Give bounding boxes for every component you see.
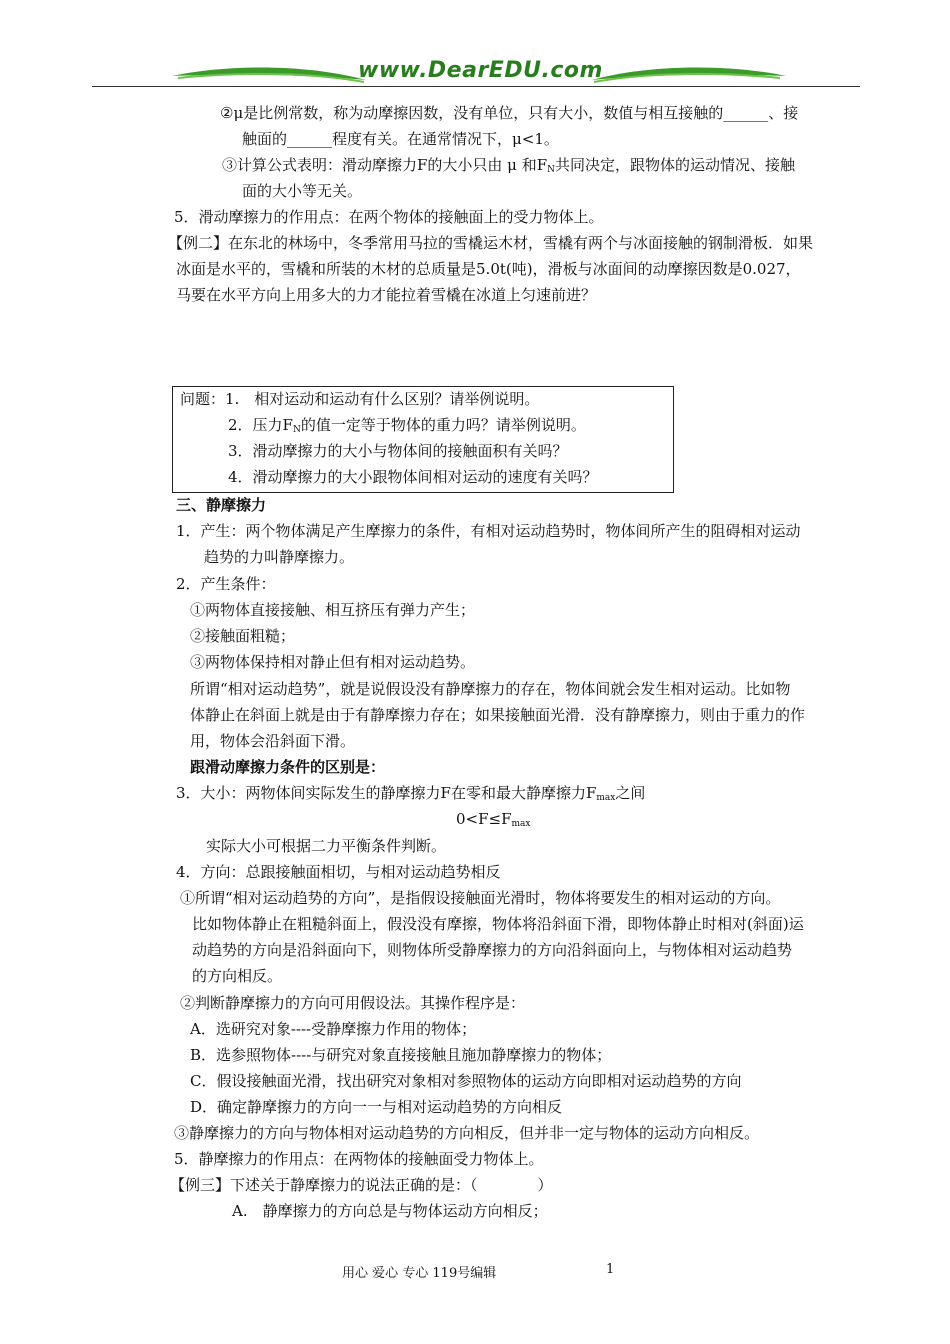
text-line: 触面的______程度有关。在通常情况下，μ<1。 <box>242 130 559 148</box>
text-line: 2．产生条件： <box>176 575 276 593</box>
text-span: 共同决定，跟物体的运动情况、接触 <box>554 156 795 174</box>
text-span: 3．大小：两物体间实际发生的静摩擦力F在零和最大静摩擦力F <box>176 784 597 802</box>
site-logo-text: www.DearEDU.com <box>358 58 603 83</box>
text-line: ③两物体保持相对静止但有相对运动趋势。 <box>190 653 476 671</box>
header-rule <box>92 86 860 87</box>
text-line: 的方向相反。 <box>192 967 283 985</box>
text-span: 0<F≤F <box>456 810 512 828</box>
text-line: 动趋势的方向是沿斜面向下，则物体所受静摩擦力的方向沿斜面向上，与物体相对运动趋势 <box>192 941 793 959</box>
example-two-line: 【例二】在东北的林场中，冬季常用马拉的雪橇运木材，雪橇有两个与冰面接触的钢制滑板．如果 <box>168 234 814 252</box>
text-line: ③静摩擦力的方向与物体相对运动趋势的方向相反，但并非一定与物体的运动方向相反。 <box>174 1124 760 1142</box>
step-line: D．确定静摩擦力的方向一一与相对运动趋势的方向相反 <box>190 1098 563 1116</box>
text-line: 体静止在斜面上就是由于有静摩擦力存在；如果接触面光滑．没有静摩擦力，则由于重力的作 <box>190 706 806 724</box>
header-swoosh-right <box>590 62 790 86</box>
text-line: ①两物体直接接触、相互挤压有弹力产生； <box>190 601 476 619</box>
text-line: ②判断静摩擦力的方向可用假设法。其操作程序是： <box>180 994 526 1012</box>
text-line: 面的大小等无关。 <box>242 182 363 200</box>
text-line: 1．产生：两个物体满足产生摩擦力的条件，有相对运动趋势时，物体间所产生的阻碍相对运动 <box>176 522 801 540</box>
text-line: 5．滑动摩擦力的作用点：在两个物体的接触面上的受力物体上。 <box>174 208 604 226</box>
option-line: A. 静摩擦力的方向总是与物体运动方向相反； <box>232 1202 548 1220</box>
text-span: 之间 <box>615 784 646 802</box>
text-span: ③计算公式表明：滑动摩擦力F的大小只由 μ 和F <box>222 156 548 174</box>
subscript: max <box>596 793 616 803</box>
step-line: A．选研究对象----受静摩擦力作用的物体； <box>190 1020 477 1038</box>
step-line: C．假设接触面光滑，找出研究对象相对参照物体的运动方向即相对运动趋势的方向 <box>190 1072 742 1090</box>
section-heading: 三、静摩擦力 <box>176 496 267 514</box>
text-line: 用，物体会沿斜面下滑。 <box>190 732 356 750</box>
text-line: 实际大小可根据二力平衡条件判断。 <box>206 837 447 855</box>
subscript: max <box>511 819 531 829</box>
text-line: 4．方向：总跟接触面相切，与相对运动趋势相反 <box>176 863 501 881</box>
text-line: 比如物体静止在粗糙斜面上，假没没有摩擦，物体将沿斜面下滑，即物体静止时相对(斜面)运 <box>192 915 804 933</box>
subscript: N <box>547 165 555 175</box>
question-line: 问题：1. 相对运动和运动有什么区别？请举例说明。 <box>180 390 540 408</box>
question-line: 4．滑动摩擦力的大小跟物体间相对运动的速度有关吗？ <box>228 468 598 486</box>
page-number: 1 <box>606 1262 615 1277</box>
subscript: N <box>292 425 301 435</box>
example-three-line: 【例三】下述关于静摩擦力的说法正确的是：（ ） <box>170 1176 553 1194</box>
text-line: 趋势的力叫静摩擦力。 <box>204 548 355 566</box>
text-line: ②μ是比例常数，称为动摩擦因数，没有单位，只有大小，数值与相互接触的______、接 <box>220 104 799 122</box>
bold-heading: 跟滑动摩擦力条件的区别是： <box>190 758 386 776</box>
text-span: 的值一定等于物体的重力吗？请举例说明。 <box>300 416 586 434</box>
text-line <box>176 780 645 811</box>
text-line: 所谓“相对运动趋势”，就是说假设没有静摩擦力的存在，物体间就会发生相对运动。比如物 <box>190 680 791 698</box>
question-line: 3．滑动摩擦力的大小与物体间的接触面积有关吗？ <box>228 442 568 460</box>
formula <box>456 806 530 837</box>
text-line: ①所谓“相对运动趋势的方向”，是指假设接触面光滑时，物体将要发生的相对运动的方向。 <box>180 889 781 907</box>
header-swoosh-left <box>168 62 368 86</box>
footer-slogan: 用心 爱心 专心 119号编辑 <box>342 1266 497 1281</box>
text-line: 5．静摩擦力的作用点：在两物体的接触面受力物体上。 <box>174 1150 544 1168</box>
example-two-line: 马要在水平方向上用多大的力才能拉着雪橇在冰道上匀速前进？ <box>176 286 597 304</box>
step-line: B．选参照物体----与研究对象直接接触且施加静摩擦力的物体； <box>190 1046 612 1064</box>
text-line: ②接触面粗糙； <box>190 627 296 645</box>
text-span: 2．压力F <box>228 416 293 434</box>
example-two-line: 冰面是水平的，雪橇和所装的木材的总质量是5.0t(吨)，滑板与冰面间的动摩擦因数是0.027， <box>176 260 801 278</box>
